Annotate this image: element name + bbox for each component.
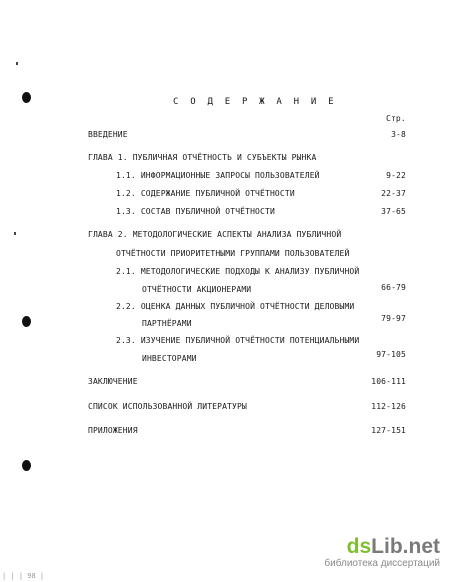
toc-entry-pages: 3-8 <box>391 130 406 139</box>
logo-domain: Lib.net <box>371 535 440 558</box>
toc-entry-label-continued: ИНВЕСТОРАМИ <box>142 354 197 363</box>
punch-hole-bottom <box>22 460 31 471</box>
toc-entry-label: 1.1. ИНФОРМАЦИОННЫЕ ЗАПРОСЫ ПОЛЬЗОВАТЕЛЕЙ <box>116 171 320 180</box>
page-column-header: Стр. <box>386 114 406 123</box>
punch-hole-top <box>22 92 31 103</box>
logo-text <box>324 536 440 558</box>
toc-entry-pages: 79-97 <box>381 314 406 323</box>
toc-entry-label: СПИСОК ИСПОЛЬЗОВАННОЙ ЛИТЕРАТУРЫ <box>88 402 247 411</box>
toc-entry-label: 1.2. СОДЕРЖАНИЕ ПУБЛИЧНОЙ ОТЧЁТНОСТИ <box>116 189 295 198</box>
toc-entry-label: 2.1. МЕТОДОЛОГИЧЕСКИЕ ПОДХОДЫ К АНАЛИЗУ ПУБЛИЧНОЙ <box>116 267 360 276</box>
scan-speck <box>14 232 16 235</box>
toc-entry-label: 2.3. ИЗУЧЕНИЕ ПУБЛИЧНОЙ ОТЧЁТНОСТИ ПОТЕНЦИАЛЬНЫМИ <box>116 336 360 345</box>
toc-entry-pages: 127-151 <box>371 426 406 435</box>
document-title: С О Д Е Р Ж А Н И Е <box>173 97 337 107</box>
toc-entry-label: 2.2. ОЦЕНКА ДАННЫХ ПУБЛИЧНОЙ ОТЧЁТНОСТИ ДЕЛОВЫМИ <box>116 302 355 311</box>
scan-mark: | | | 98 | <box>2 572 45 580</box>
toc-entry-label: ПРИЛОЖЕНИЯ <box>88 426 138 435</box>
logo-ds: ds <box>346 535 372 558</box>
toc-entry-pages: 66-79 <box>381 283 406 292</box>
toc-entry-pages: 106-111 <box>371 377 406 386</box>
scan-speck <box>16 62 18 65</box>
toc-entry-pages: 22-37 <box>381 189 406 198</box>
toc-entry-pages: 112-126 <box>371 402 406 411</box>
watermark-logo <box>324 536 440 570</box>
logo-subtitle: библиотека диссертаций <box>324 558 440 569</box>
toc-entry-label: ЗАКЛЮЧЕНИЕ <box>88 377 138 386</box>
toc-entry-pages: 9-22 <box>386 171 406 180</box>
toc-entry-label: ГЛАВА 1. ПУБЛИЧНАЯ ОТЧЁТНОСТЬ И СУБЪЕКТЫ РЫНКА <box>88 153 317 162</box>
toc-entry-pages: 37-65 <box>381 207 406 216</box>
toc-entry-pages: 97-105 <box>376 350 406 359</box>
toc-entry-label: 1.3. СОСТАВ ПУБЛИЧНОЙ ОТЧЁТНОСТИ <box>116 207 275 216</box>
toc-entry-label-continued: ПАРТНЁРАМИ <box>142 319 192 328</box>
punch-hole-middle <box>22 316 31 327</box>
toc-entry-label: ГЛАВА 2. МЕТОДОЛОГИЧЕСКИЕ АСПЕКТЫ АНАЛИЗА ПУБЛИЧНОЙ <box>88 230 342 239</box>
toc-entry-label: ВВЕДЕНИЕ <box>88 130 128 139</box>
toc-entry-label-continued: ОТЧЁТНОСТИ АКЦИОНЕРАМИ <box>142 285 252 294</box>
toc-entry-label-continued: ОТЧЁТНОСТИ ПРИОРИТЕТНЫМИ ГРУППАМИ ПОЛЬЗОВАТЕЛЕЙ <box>116 249 350 258</box>
